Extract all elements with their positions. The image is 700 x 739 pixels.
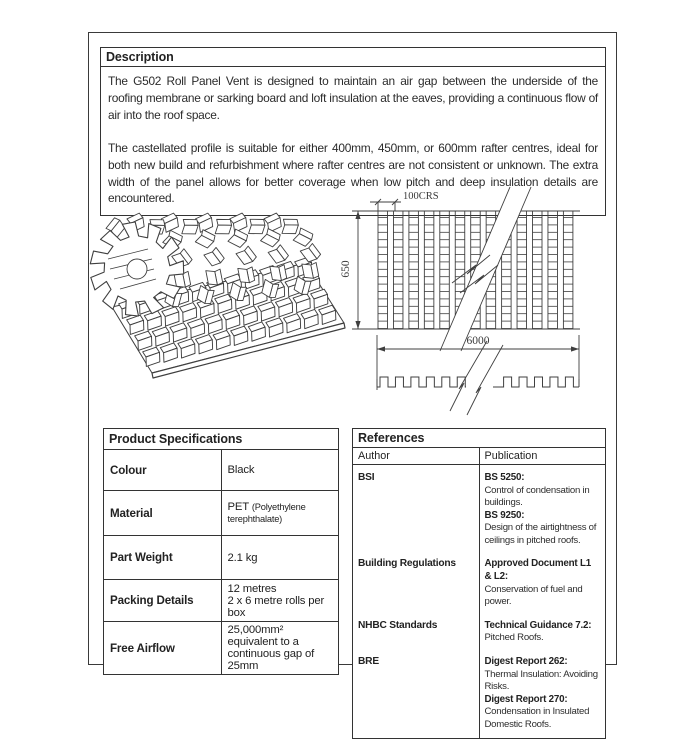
- description-paragraph-1: The G502 Roll Panel Vent is designed to maintain an air gap between the underside of the roofing membrane or sarking board and loft insulation at the eaves, providing a continuous flow of air into the roof space.: [108, 74, 598, 122]
- dimension-label-100crs: 100CRS: [403, 191, 439, 202]
- spec-value-note: (Polyethylene terephthalate): [227, 502, 306, 524]
- spec-table-title: Product Specifications: [104, 429, 339, 450]
- reference-author: BSI: [358, 472, 375, 483]
- spec-label: Part Weight: [104, 536, 222, 580]
- reference-row-building-regulations: [353, 554, 606, 615]
- dimension-label-6000: 6000: [466, 335, 490, 347]
- spec-label: Packing Details: [104, 580, 222, 622]
- spec-value: 2.1 kg: [221, 536, 339, 580]
- reference-author: BRE: [358, 655, 379, 667]
- spec-row-part-weight: [104, 536, 339, 580]
- reference-author: NHBC Standards: [358, 619, 438, 631]
- references-col-publication: Publication: [479, 448, 606, 465]
- roll-panel-isometric-illustration: [92, 197, 344, 413]
- description-title: Description: [101, 48, 605, 67]
- reference-publications: Approved Document L1 & L2: Conservation of fuel and power.: [479, 554, 606, 615]
- spec-value: PET (Polyethylene terephthalate): [221, 491, 339, 536]
- reference-row-bsi: [353, 465, 606, 555]
- dimension-label-650: 650: [340, 260, 352, 278]
- reference-publications: Digest Report 262: Thermal Insulation: Avoiding Risks. Digest Report 270: Condensation in Insulated Domestic Roofs.: [479, 652, 606, 739]
- spec-row-packing-details: [104, 580, 339, 622]
- reference-publications: Technical Guidance 7.2: Pitched Roofs.: [479, 616, 606, 652]
- spec-value: 25,000mm² equivalent to a continuous gap of 25mm: [221, 622, 339, 675]
- description-paragraph-2: The castellated profile is suitable for either 400mm, 450mm, or 600mm rafter centres, ideal for both new build and refurbishment where rafter centres are not consistent or unknown. The extra width of the panel allows for better coverage when low pitch and deep insulation details are encountered.: [108, 140, 598, 206]
- technical-drawing-plan-and-profile: [340, 183, 612, 425]
- reference-author: Building Regulations: [358, 558, 456, 570]
- reference-row-nhbc-standards: [353, 616, 606, 652]
- reference-publications: BS 5250: Control of condensation in buildings. BS 9250: Design of the airtightness of ceilings in pitched roofs.: [479, 465, 606, 555]
- reference-row-bre: [353, 652, 606, 739]
- spec-label: Material: [104, 491, 222, 536]
- spec-value: 12 metres 2 x 6 metre rolls per box: [221, 580, 339, 622]
- spec-row-colour: [104, 450, 339, 491]
- spec-label: Colour: [104, 450, 222, 491]
- spec-label: Free Airflow: [104, 622, 222, 675]
- spec-value: Black: [221, 450, 339, 491]
- references-title: References: [353, 429, 606, 448]
- references-table: [352, 428, 606, 739]
- product-specifications-table: [103, 428, 339, 675]
- spec-row-free-airflow: [104, 622, 339, 675]
- spec-row-material: [104, 491, 339, 536]
- references-col-author: Author: [353, 448, 480, 465]
